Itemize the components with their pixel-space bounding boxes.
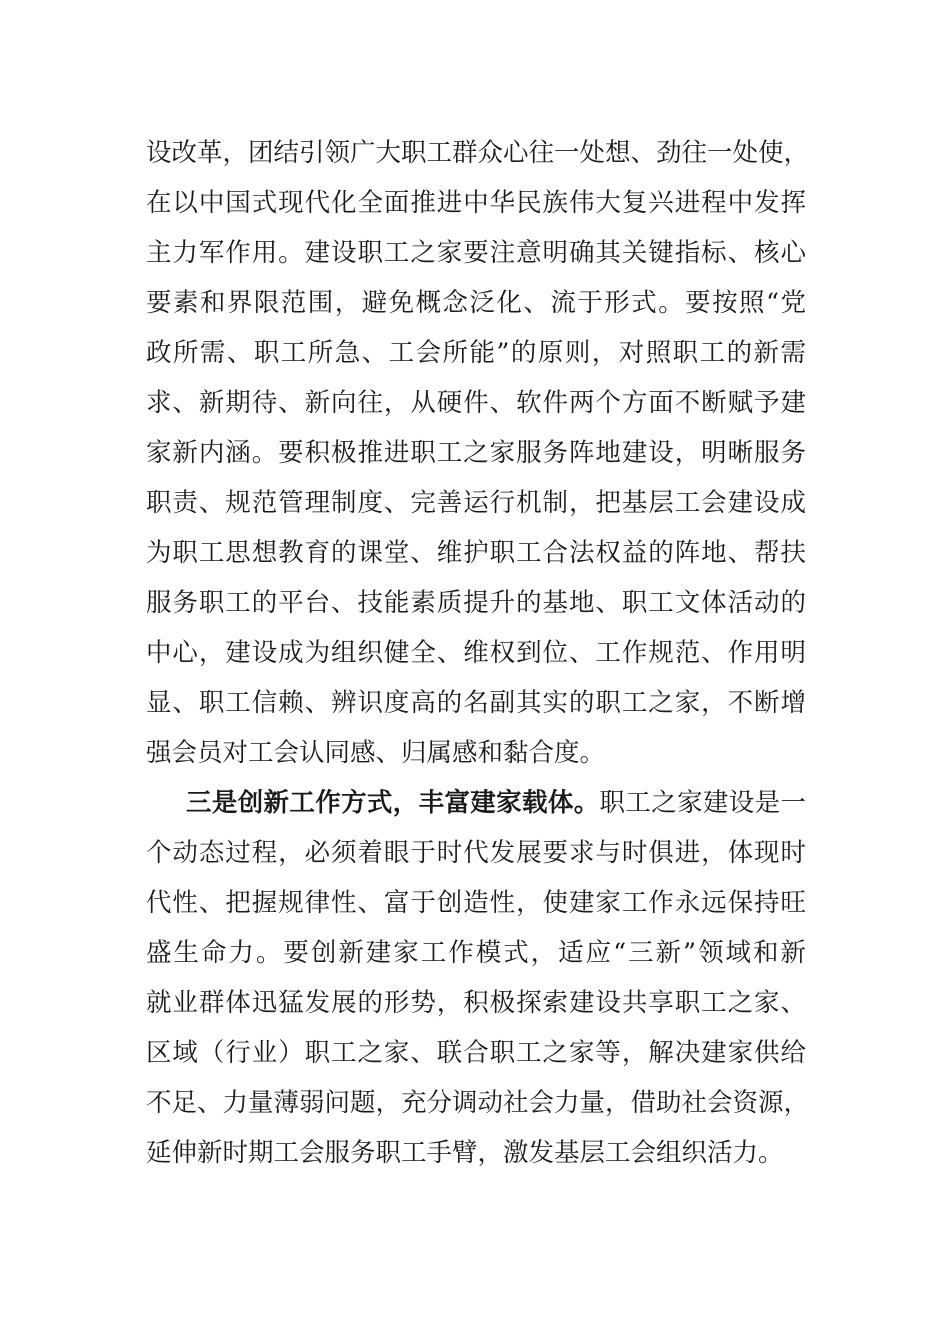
- paragraph-line: 显、职工信赖、辨识度高的名副其实的职工之家，不断增: [146, 688, 806, 718]
- paragraph-line: 设改革，团结引领广大职工群众心往一处想、劲往一处使，: [146, 138, 810, 168]
- paragraph-line: 不足、力量薄弱问题，充分调动社会力量，借助社会资源，: [146, 1088, 810, 1118]
- paragraph-line: 延伸新时期工会服务职工手臂，激发基层工会组织活力。: [146, 1138, 784, 1168]
- paragraph-line: 在以中国式现代化全面推进中华民族伟大复兴进程中发挥: [146, 188, 806, 218]
- paragraph-line: 为职工思想教育的课堂、维护职工合法权益的阵地、帮扶: [146, 538, 806, 568]
- paragraph-line: 代性、把握规律性、富于创造性，使建家工作永远保持旺: [146, 888, 806, 918]
- paragraph-first-line: [146, 778, 806, 828]
- paragraph-line: 服务职工的平台、技能素质提升的基地、职工文体活动的: [146, 588, 806, 618]
- body-text: [146, 128, 810, 1178]
- paragraph-line: 求、新期待、新向往，从硬件、软件两个方面不断赋予建: [146, 388, 806, 418]
- paragraph-1: [146, 128, 810, 778]
- section-heading: 三是创新工作方式，丰富建家载体。: [186, 788, 600, 818]
- paragraph-line: 个动态过程，必须着眼于时代发展要求与时俱进，体现时: [146, 838, 806, 868]
- paragraph-line: 强会员对工会认同感、归属感和黏合度。: [146, 738, 606, 768]
- paragraph-line: 盛生命力。要创新建家工作模式，适应“三新”领域和新: [146, 938, 806, 968]
- paragraph-line: 政所需、职工所急、工会所能”的原则，对照职工的新需: [146, 338, 806, 368]
- paragraph-line: 区域（行业）职工之家、联合职工之家等，解决建家供给: [146, 1038, 806, 1068]
- paragraph-line: 家新内涵。要积极推进职工之家服务阵地建设，明晰服务: [146, 438, 806, 468]
- paragraph-line: 职责、规范管理制度、完善运行机制，把基层工会建设成: [146, 488, 806, 518]
- paragraph-line: 就业群体迅猛发展的形势，积极探索建设共享职工之家、: [146, 988, 806, 1018]
- paragraph-line: 要素和界限范围，避免概念泛化、流于形式。要按照“党: [146, 288, 806, 318]
- paragraph-2: [146, 778, 810, 1178]
- paragraph-line: 中心，建设成为组织健全、维权到位、工作规范、作用明: [146, 638, 806, 668]
- paragraph-text: 职工之家建设是一: [599, 788, 806, 818]
- paragraph-line: 主力军作用。建设职工之家要注意明确其关键指标、核心: [146, 238, 806, 268]
